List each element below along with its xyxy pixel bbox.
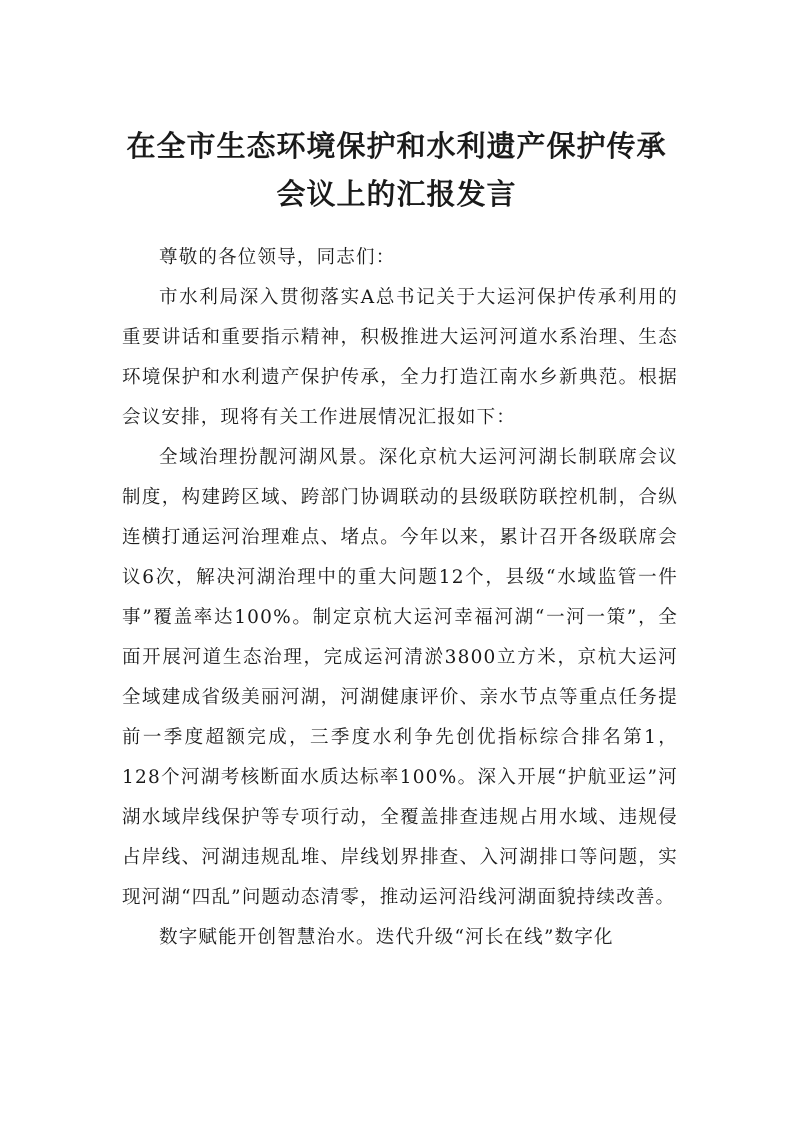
document-body [122,238,678,958]
paragraph-river-governance: 全域治理扮靓河湖风景。深化京杭大运河河湖长制联席会议制度，构建跨区域、跨部门协调联动的县级联防联控机制，合纵连横打通运河治理难点、堵点。今年以来，累计召开各级联席会议6次，解决河湖治理中的重大问题12个，县级“水域监管一件事”覆盖率达100%。制定京杭大运河幸福河湖“一河一策”，全面开展河道生态治理，完成运河清淤3800立方米，京杭大运河全域建成省级美丽河湖，河湖健康评价、亲水节点等重点任务提前一季度超额完成，三季度水利争先创优指标综合排名第1，128个河湖考核断面水质达标率100%。深入开展“护航亚运”河湖水域岸线保护等专项行动，全覆盖排查违规占用水域、违规侵占岸线、河湖违规乱堆、岸线划界排查、入河湖排口等问题，实现河湖“四乱”问题动态清零，推动运河沿线河湖面貌持续改善。 [122,447,678,908]
paragraph-digital-empowerment: 数字赋能开创智慧治水。迭代升级“河长在线”数字化 [159,927,614,948]
paragraph-intro: 市水利局深入贯彻落实A总书记关于大运河保护传承利用的重要讲话和重要指示精神，积极推进大运河河道水系治理、生态环境保护和水利遗产保护传承，全力打造江南水乡新典范。根据会议安排，现将有关工作进展情况汇报如下： [122,287,678,428]
document-title-line-2: 会议上的汇报发言 [276,177,517,211]
document-title-line-1: 在全市生态环境保护和水利遗产保护传承 [126,129,667,163]
salutation: 尊敬的各位领导，同志们： [159,247,396,268]
